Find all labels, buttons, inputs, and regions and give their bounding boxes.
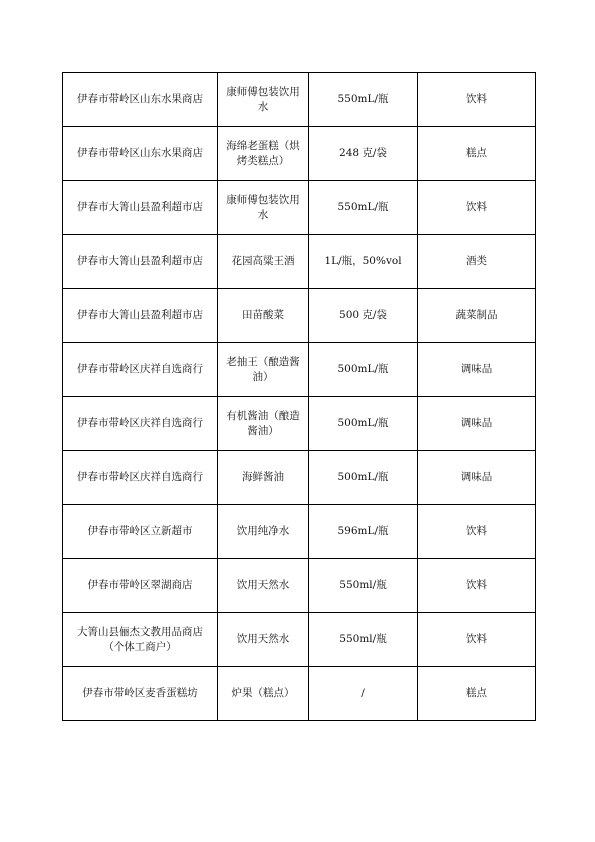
spec-cell: 500 克/袋	[309, 289, 418, 343]
store-cell: 伊春市大箐山县盈利超市店	[63, 289, 218, 343]
store-cell: 伊春市带岭区立新超市	[63, 505, 218, 559]
spec-cell: 1L/瓶，50%vol	[309, 235, 418, 289]
store-cell: 大箐山县俪杰文教用品商店（个体工商户）	[63, 613, 218, 667]
product-cell: 炉果（糕点）	[218, 667, 309, 721]
spec-cell: 596mL/瓶	[309, 505, 418, 559]
product-cell: 花园高粱王酒	[218, 235, 309, 289]
store-cell: 伊春市大箐山县盈利超市店	[63, 181, 218, 235]
sampling-table	[62, 72, 536, 721]
product-cell: 老抽王（酿造酱油）	[218, 343, 309, 397]
table-row	[63, 667, 536, 721]
table-row	[63, 613, 536, 667]
product-cell: 有机酱油（酿造酱油）	[218, 397, 309, 451]
category-cell: 饮料	[418, 613, 536, 667]
spec-cell: 500mL/瓶	[309, 451, 418, 505]
category-cell: 饮料	[418, 73, 536, 127]
category-cell: 糕点	[418, 127, 536, 181]
table-row	[63, 397, 536, 451]
product-cell: 饮用天然水	[218, 559, 309, 613]
product-cell: 饮用天然水	[218, 613, 309, 667]
table-row	[63, 505, 536, 559]
spec-cell: 550ml/瓶	[309, 613, 418, 667]
spec-cell: 550ml/瓶	[309, 559, 418, 613]
table-row	[63, 235, 536, 289]
table-row	[63, 73, 536, 127]
product-cell: 康师傅包装饮用水	[218, 73, 309, 127]
table-row	[63, 343, 536, 397]
store-cell: 伊春市带岭区山东水果商店	[63, 73, 218, 127]
spec-cell: 550mL/瓶	[309, 181, 418, 235]
category-cell: 饮料	[418, 181, 536, 235]
product-cell: 海鲜酱油	[218, 451, 309, 505]
table-row	[63, 451, 536, 505]
product-cell: 海绵老蛋糕（烘烤类糕点）	[218, 127, 309, 181]
category-cell: 酒类	[418, 235, 536, 289]
spec-cell: 500mL/瓶	[309, 397, 418, 451]
category-cell: 蔬菜制品	[418, 289, 536, 343]
spec-cell: 500mL/瓶	[309, 343, 418, 397]
spec-cell: 248 克/袋	[309, 127, 418, 181]
product-cell: 康师傅包装饮用水	[218, 181, 309, 235]
product-cell: 田苗酸菜	[218, 289, 309, 343]
category-cell: 调味品	[418, 397, 536, 451]
store-cell: 伊春市带岭区庆祥自选商行	[63, 451, 218, 505]
store-cell: 伊春市带岭区庆祥自选商行	[63, 397, 218, 451]
store-cell: 伊春市带岭区庆祥自选商行	[63, 343, 218, 397]
spec-cell: 550mL/瓶	[309, 73, 418, 127]
category-cell: 调味品	[418, 451, 536, 505]
table-row	[63, 181, 536, 235]
category-cell: 调味品	[418, 343, 536, 397]
table-row	[63, 127, 536, 181]
category-cell: 糕点	[418, 667, 536, 721]
spec-cell: /	[309, 667, 418, 721]
category-cell: 饮料	[418, 559, 536, 613]
category-cell: 饮料	[418, 505, 536, 559]
product-cell: 饮用纯净水	[218, 505, 309, 559]
store-cell: 伊春市大箐山县盈利超市店	[63, 235, 218, 289]
table-row	[63, 289, 536, 343]
store-cell: 伊春市带岭区山东水果商店	[63, 127, 218, 181]
store-cell: 伊春市带岭区翠湖商店	[63, 559, 218, 613]
store-cell: 伊春市带岭区麦香蛋糕坊	[63, 667, 218, 721]
table-row	[63, 559, 536, 613]
